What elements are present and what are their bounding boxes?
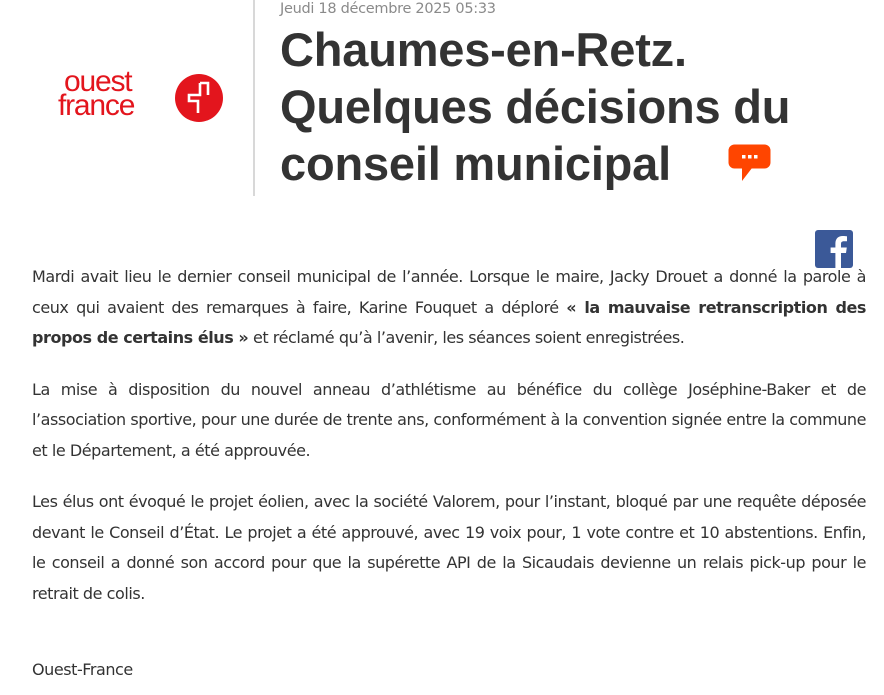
article-paragraph-3: Les élus ont évoqué le projet éolien, avec la société Valorem, pour l’instant, bloqué par une requête déposée devant le Conseil d’État. Le projet a été approuvé, avec 19 voix pour, 1 vote contre et 10 abstentions. Enfin, le conseil a donné son accord pour que la supérette API de la Sicaudais devienne un relais pick-up pour le retrait de colis. <box>32 492 866 603</box>
article-signature: Ouest-France <box>32 660 133 679</box>
paragraph-1-quote: « la mauvaise retranscription des propos de certains élus » <box>32 297 866 347</box>
comments-button[interactable] <box>728 144 771 182</box>
ouest-france-logo <box>58 65 224 128</box>
logo-wordmark <box>58 65 135 122</box>
comment-bubble-icon <box>728 144 771 182</box>
paragraph-1-text-start: Mardi avait lieu le dernier conseil municipal de l’année. Lorsque le maire, Jacky Drouet a donné la parole à ceux qui avaient des remarques à faire, Karine Fouquet a déploré <box>32 267 866 317</box>
paragraph-1-text-end: et réclamé qu’à l’avenir, les séances soient enregistrées. <box>248 328 685 347</box>
article-body <box>32 262 866 630</box>
ouest-france-emblem-icon <box>175 74 223 122</box>
article-title: Chaumes-en-Retz. Quelques décisions du conseil municipal <box>280 23 791 190</box>
logo-line-ouest: ouest <box>64 65 132 98</box>
article-paragraph-1 <box>32 262 866 354</box>
header-divider <box>253 0 255 196</box>
logo-line-france: france <box>58 89 135 122</box>
publication-date: Jeudi 18 décembre 2025 05:33 <box>280 1 496 17</box>
article-paragraph-2: La mise à disposition du nouvel anneau d’athlétisme au bénéfice du collège Joséphine-Baker et de l’association sportive, pour une durée de trente ans, conformément à la convention signée entre la commune et le Département, a été approuvée. <box>32 379 866 460</box>
